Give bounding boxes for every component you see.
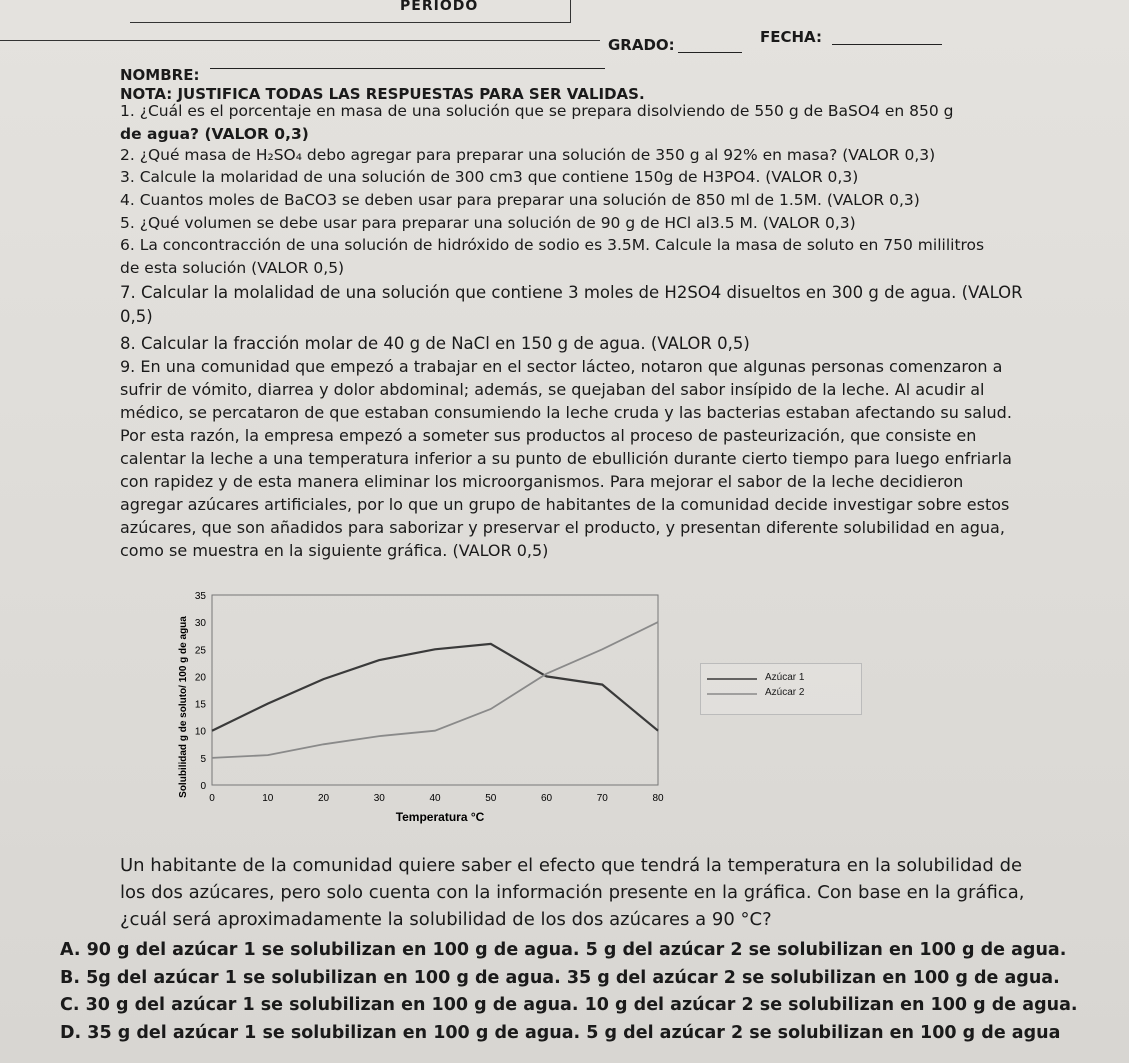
chart-legend (700, 663, 862, 715)
question-6-line-2: de esta solución (VALOR 0,5) (120, 259, 345, 277)
question-8: 8. Calcular la fracción molar de 40 g de NaCl en 150 g de agua. (VALOR 0,5) (120, 334, 750, 353)
y-tick-label: 20 (194, 672, 206, 684)
chart-series (212, 622, 658, 758)
question-7-line-1: 7. Calcular la molalidad de una solución que contiene 3 moles de H2SO4 disueltos en 300 g de agua. (VALOR (120, 283, 1023, 302)
x-axis-label: Temperatura °C (395, 810, 485, 824)
q9-line: azúcares, que son añadidos para saborizar y preservar el producto, y presentan diferente solubilidad en agua, (120, 518, 1005, 537)
question-3: 3. Calcule la molaridad de una solución de 300 cm3 que contiene 150g de H3PO4. (VALOR 0,3) (120, 168, 859, 186)
q9-line: agregar azúcares artificiales, por lo que un grupo de habitantes de la comunidad decide investigar sobre estos (120, 495, 1010, 514)
series-line-2 (212, 622, 658, 758)
plot-frame (212, 595, 658, 785)
y-tick-label: 30 (194, 618, 206, 630)
grado-label: GRADO: (608, 36, 675, 54)
followup-line: Un habitante de la comunidad quiere saber el efecto que tendrá la temperatura en la solubilidad de (120, 855, 1023, 876)
x-tick-label: 0 (209, 793, 215, 804)
fecha-label: FECHA: (760, 28, 822, 46)
question-9-paragraph (120, 355, 1012, 562)
x-tick-label: 10 (262, 793, 274, 804)
y-tick-label: 0 (200, 781, 206, 792)
q9-line: como se muestra en la siguiente gráfica. (VALOR 0,5) (120, 541, 549, 560)
question-1-line-1: 1. ¿Cuál es el porcentaje en masa de una solución que se prepara disolviendo de 550 g de BaSO4 en 850 g (120, 102, 954, 120)
option-c[interactable]: C. 30 g del azúcar 1 se solubilizan en 100 g de agua. 10 g del azúcar 2 se solubilizan en 100 g de agua. (60, 995, 1078, 1015)
q9-line: Por esta razón, la empresa empezó a someter sus productos al proceso de pasteurización, que consiste en (120, 426, 977, 445)
y-tick-label: 35 (194, 591, 206, 602)
q9-line: calentar la leche a una temperatura inferior a su punto de ebullición durante cierto tiempo para luego enfriarla (120, 449, 1012, 468)
q9-line: médico, se percataron de que estaban consumiendo la leche cruda y las bacterias estaban afectando su salud. (120, 403, 1012, 422)
q9-line: 9. En una comunidad que empezó a trabajar en el sector lácteo, notaron que algunas personas comenzaron a (120, 357, 1003, 376)
chart-ticks (195, 591, 664, 804)
y-tick-label: 25 (194, 645, 206, 657)
nota-line: NOTA: JUSTIFICA TODAS LAS RESPUESTAS PARA SER VALIDAS. (120, 85, 645, 103)
question-2: 2. ¿Qué masa de H₂SO₄ debo agregar para preparar una solución de 350 g al 92% en masa? (VALOR 0,3) (120, 146, 936, 164)
x-tick-label: 40 (429, 793, 441, 804)
followup-line: los dos azúcares, pero solo cuenta con la información presente en la gráfica. Con base en la gráfica, (120, 882, 1025, 903)
option-b[interactable]: B. 5g del azúcar 1 se solubilizan en 100 g de agua. 35 g del azúcar 2 se solubilizan en 100 g de agua. (60, 968, 1060, 988)
x-tick-label: 80 (652, 793, 664, 804)
series-line-1 (212, 644, 658, 731)
periodo-label: PERIODO (400, 0, 479, 14)
y-tick-label: 10 (194, 726, 206, 738)
option-a[interactable]: A. 90 g del azúcar 1 se solubilizan en 100 g de agua. 5 g del azúcar 2 se solubilizan en 100 g de agua. (60, 940, 1067, 960)
y-axis-label: Solubilidad g de soluto/ 100 g de agua (178, 616, 189, 798)
y-tick-label: 15 (194, 699, 206, 711)
nombre-label: NOMBRE: (120, 66, 200, 84)
legend-label-azucar-1: Azúcar 1 (765, 672, 805, 683)
legend-label-azucar-2: Azúcar 2 (765, 687, 805, 698)
question-6-line-1: 6. La concontracción de una solución de hidróxido de sodio es 3.5M. Calcule la masa de soluto en 750 mililitros (120, 236, 985, 254)
chart-axes (212, 595, 658, 785)
x-tick-label: 60 (540, 793, 553, 804)
q9-line: sufrir de vómito, diarrea y dolor abdominal; además, se quejaban del sabor insípido de la leche. Al acudir al (120, 380, 985, 399)
x-tick-label: 50 (485, 793, 497, 804)
x-tick-label: 70 (596, 793, 608, 804)
nombre-blank[interactable] (210, 68, 605, 69)
question-1-line-2: de agua? (VALOR 0,3) (120, 125, 309, 143)
x-tick-label: 20 (317, 793, 330, 804)
header-rule (0, 40, 600, 41)
followup-line: ¿cuál será aproximadamente la solubilidad de los dos azúcares a 90 °C? (120, 909, 772, 930)
question-5: 5. ¿Qué volumen se debe usar para preparar una solución de 90 g de HCl al3.5 M. (VALOR 0,3) (120, 214, 856, 232)
option-d[interactable]: D. 35 g del azúcar 1 se solubilizan en 100 g de agua. 5 g del azúcar 2 se solubilizan en 100 g de agua (60, 1023, 1061, 1043)
q9-line: con rapidez y de esta manera eliminar los microorganismos. Para mejorar el sabor de la leche decidieron (120, 472, 964, 491)
x-tick-label: 30 (373, 793, 385, 804)
fecha-blank[interactable] (832, 44, 942, 45)
followup-question (120, 852, 1080, 933)
question-4: 4. Cuantos moles de BaCO3 se deben usar para preparar una solución de 850 ml de 1.5M. (VALOR 0,3) (120, 191, 920, 209)
y-tick-label: 5 (200, 753, 206, 765)
grado-blank[interactable] (678, 52, 742, 53)
question-7-line-2: 0,5) (120, 307, 153, 326)
header-box (130, 0, 571, 23)
